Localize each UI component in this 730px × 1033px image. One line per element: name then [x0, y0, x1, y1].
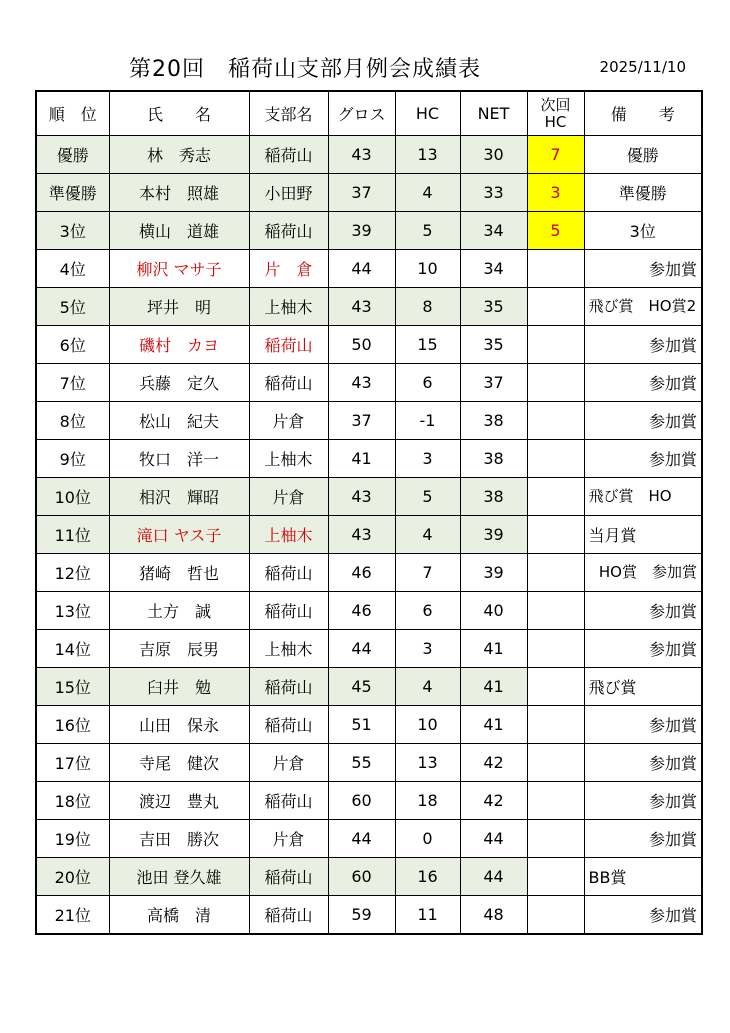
note-cell: 参加賞	[584, 440, 702, 478]
rank-cell: 6位	[36, 326, 109, 364]
name-cell: 相沢 輝昭	[109, 478, 249, 516]
branch-cell: 上柚木	[249, 516, 328, 554]
gross-cell: 46	[328, 554, 395, 592]
table-row	[36, 858, 702, 896]
header-rank: 順 位	[36, 91, 109, 136]
table-row	[36, 592, 702, 630]
hc-cell: 6	[395, 364, 460, 402]
branch-cell: 稲荷山	[249, 592, 328, 630]
name-cell: 磯村 カヨ	[109, 326, 249, 364]
next-hc-cell	[527, 858, 584, 896]
report-date: 2025/11/10	[599, 58, 686, 76]
branch-cell: 稲荷山	[249, 212, 328, 250]
hc-cell: 10	[395, 706, 460, 744]
note-cell: 参加賞	[584, 820, 702, 858]
hc-cell: 4	[395, 174, 460, 212]
net-cell: 48	[460, 896, 527, 935]
name-cell: 坪井 明	[109, 288, 249, 326]
gross-cell: 55	[328, 744, 395, 782]
name-cell: 土方 誠	[109, 592, 249, 630]
name-cell: 吉田 勝次	[109, 820, 249, 858]
net-cell: 41	[460, 630, 527, 668]
name-cell: 猪崎 哲也	[109, 554, 249, 592]
note-cell: 参加賞	[584, 782, 702, 820]
note-cell: 参加賞	[584, 364, 702, 402]
next-hc-cell	[527, 402, 584, 440]
next-hc-cell	[527, 896, 584, 935]
next-hc-cell	[527, 250, 584, 288]
name-cell: 林 秀志	[109, 136, 249, 174]
branch-cell: 稲荷山	[249, 668, 328, 706]
branch-cell: 片倉	[249, 820, 328, 858]
header-net: NET	[460, 91, 527, 136]
header-hc: HC	[395, 91, 460, 136]
note-cell: 優勝	[584, 136, 702, 174]
table-row	[36, 288, 702, 326]
gross-cell: 39	[328, 212, 395, 250]
next-hc-cell	[527, 592, 584, 630]
note-cell: 参加賞	[584, 250, 702, 288]
net-cell: 41	[460, 706, 527, 744]
gross-cell: 43	[328, 516, 395, 554]
header-row	[36, 91, 702, 136]
name-cell: 兵藤 定久	[109, 364, 249, 402]
branch-cell: 稲荷山	[249, 896, 328, 935]
net-cell: 38	[460, 478, 527, 516]
hc-cell: -1	[395, 402, 460, 440]
rank-cell: 17位	[36, 744, 109, 782]
hc-cell: 3	[395, 630, 460, 668]
branch-cell: 稲荷山	[249, 364, 328, 402]
name-cell: 牧口 洋一	[109, 440, 249, 478]
table-row	[36, 250, 702, 288]
rank-cell: 4位	[36, 250, 109, 288]
next-hc-cell	[527, 554, 584, 592]
header-gross: グロス	[328, 91, 395, 136]
next-hc-cell	[527, 706, 584, 744]
gross-cell: 46	[328, 592, 395, 630]
net-cell: 34	[460, 250, 527, 288]
hc-cell: 0	[395, 820, 460, 858]
hc-cell: 15	[395, 326, 460, 364]
table-row	[36, 668, 702, 706]
net-cell: 38	[460, 402, 527, 440]
rank-cell: 21位	[36, 896, 109, 935]
gross-cell: 43	[328, 478, 395, 516]
note-cell: HO賞 参加賞	[584, 554, 702, 592]
note-cell: 参加賞	[584, 326, 702, 364]
rank-cell: 13位	[36, 592, 109, 630]
note-cell: 当月賞	[584, 516, 702, 554]
gross-cell: 37	[328, 174, 395, 212]
gross-cell: 37	[328, 402, 395, 440]
note-cell: 参加賞	[584, 402, 702, 440]
gross-cell: 43	[328, 364, 395, 402]
note-cell: 飛び賞 HO賞2	[584, 288, 702, 326]
branch-cell: 上柚木	[249, 630, 328, 668]
rank-cell: 18位	[36, 782, 109, 820]
next-hc-cell	[527, 326, 584, 364]
branch-cell: 片倉	[249, 478, 328, 516]
name-cell: 池田 登久雄	[109, 858, 249, 896]
name-cell: 松山 紀夫	[109, 402, 249, 440]
table-row	[36, 706, 702, 744]
gross-cell: 44	[328, 250, 395, 288]
net-cell: 33	[460, 174, 527, 212]
next-hc-cell: 3	[527, 174, 584, 212]
gross-cell: 60	[328, 782, 395, 820]
hc-cell: 13	[395, 136, 460, 174]
hc-cell: 18	[395, 782, 460, 820]
branch-cell: 稲荷山	[249, 554, 328, 592]
table-row	[36, 516, 702, 554]
table-row	[36, 174, 702, 212]
header-branch: 支部名	[249, 91, 328, 136]
hc-cell: 4	[395, 668, 460, 706]
net-cell: 41	[460, 668, 527, 706]
branch-cell: 稲荷山	[249, 706, 328, 744]
branch-cell: 片倉	[249, 402, 328, 440]
hc-cell: 6	[395, 592, 460, 630]
net-cell: 35	[460, 326, 527, 364]
name-cell: 高橋 清	[109, 896, 249, 935]
net-cell: 39	[460, 554, 527, 592]
header-next-hc: 次回 HC	[527, 91, 584, 136]
next-hc-cell	[527, 630, 584, 668]
rank-cell: 準優勝	[36, 174, 109, 212]
branch-cell: 稲荷山	[249, 136, 328, 174]
note-cell: 準優勝	[584, 174, 702, 212]
rank-cell: 10位	[36, 478, 109, 516]
hc-cell: 3	[395, 440, 460, 478]
next-hc-cell	[527, 516, 584, 554]
hc-cell: 5	[395, 478, 460, 516]
hc-cell: 8	[395, 288, 460, 326]
name-cell: 横山 道雄	[109, 212, 249, 250]
rank-cell: 7位	[36, 364, 109, 402]
note-cell: 参加賞	[584, 706, 702, 744]
next-hc-cell	[527, 288, 584, 326]
hc-cell: 16	[395, 858, 460, 896]
branch-cell: 上柚木	[249, 440, 328, 478]
page-title: 第20回 稲荷山支部月例会成績表	[129, 57, 481, 82]
note-cell: 参加賞	[584, 630, 702, 668]
name-cell: 本村 照雄	[109, 174, 249, 212]
rank-cell: 3位	[36, 212, 109, 250]
branch-cell: 稲荷山	[249, 858, 328, 896]
hc-cell: 4	[395, 516, 460, 554]
branch-cell: 上柚木	[249, 288, 328, 326]
results-table	[35, 90, 703, 935]
branch-cell: 片倉	[249, 744, 328, 782]
branch-cell: 片 倉	[249, 250, 328, 288]
hc-cell: 11	[395, 896, 460, 935]
rank-cell: 15位	[36, 668, 109, 706]
table-row	[36, 402, 702, 440]
table-row	[36, 630, 702, 668]
hc-cell: 13	[395, 744, 460, 782]
next-hc-cell	[527, 820, 584, 858]
next-hc-cell	[527, 364, 584, 402]
gross-cell: 44	[328, 820, 395, 858]
name-cell: 吉原 辰男	[109, 630, 249, 668]
gross-cell: 43	[328, 136, 395, 174]
gross-cell: 59	[328, 896, 395, 935]
hc-cell: 5	[395, 212, 460, 250]
table-row	[36, 896, 702, 935]
note-cell: 参加賞	[584, 592, 702, 630]
note-cell: 参加賞	[584, 896, 702, 935]
note-cell: 3位	[584, 212, 702, 250]
table-row	[36, 782, 702, 820]
table-row	[36, 326, 702, 364]
note-cell: 飛び賞	[584, 668, 702, 706]
name-cell: 山田 保永	[109, 706, 249, 744]
table-row	[36, 744, 702, 782]
branch-cell: 稲荷山	[249, 326, 328, 364]
net-cell: 30	[460, 136, 527, 174]
gross-cell: 41	[328, 440, 395, 478]
gross-cell: 50	[328, 326, 395, 364]
net-cell: 42	[460, 744, 527, 782]
net-cell: 44	[460, 858, 527, 896]
table-row	[36, 554, 702, 592]
rank-cell: 優勝	[36, 136, 109, 174]
name-cell: 渡辺 豊丸	[109, 782, 249, 820]
rank-cell: 9位	[36, 440, 109, 478]
table-row	[36, 212, 702, 250]
net-cell: 40	[460, 592, 527, 630]
net-cell: 35	[460, 288, 527, 326]
table-row	[36, 440, 702, 478]
next-hc-cell: 7	[527, 136, 584, 174]
header-notes: 備 考	[584, 91, 702, 136]
gross-cell: 43	[328, 288, 395, 326]
next-hc-cell	[527, 782, 584, 820]
rank-cell: 16位	[36, 706, 109, 744]
hc-cell: 7	[395, 554, 460, 592]
net-cell: 37	[460, 364, 527, 402]
rank-cell: 12位	[36, 554, 109, 592]
name-cell: 寺尾 健次	[109, 744, 249, 782]
table-row	[36, 820, 702, 858]
next-hc-cell	[527, 440, 584, 478]
branch-cell: 稲荷山	[249, 782, 328, 820]
note-cell: 飛び賞 HO	[584, 478, 702, 516]
table-row	[36, 136, 702, 174]
rank-cell: 14位	[36, 630, 109, 668]
gross-cell: 60	[328, 858, 395, 896]
table-row	[36, 364, 702, 402]
note-cell: 参加賞	[584, 744, 702, 782]
net-cell: 39	[460, 516, 527, 554]
net-cell: 34	[460, 212, 527, 250]
gross-cell: 51	[328, 706, 395, 744]
gross-cell: 44	[328, 630, 395, 668]
next-hc-cell: 5	[527, 212, 584, 250]
header-name: 氏 名	[109, 91, 249, 136]
next-hc-cell	[527, 478, 584, 516]
name-cell: 柳沢 マサ子	[109, 250, 249, 288]
rank-cell: 5位	[36, 288, 109, 326]
net-cell: 38	[460, 440, 527, 478]
branch-cell: 小田野	[249, 174, 328, 212]
hc-cell: 10	[395, 250, 460, 288]
next-hc-cell	[527, 744, 584, 782]
rank-cell: 19位	[36, 820, 109, 858]
net-cell: 42	[460, 782, 527, 820]
table-row	[36, 478, 702, 516]
next-hc-cell	[527, 668, 584, 706]
net-cell: 44	[460, 820, 527, 858]
rank-cell: 8位	[36, 402, 109, 440]
name-cell: 滝口 ヤス子	[109, 516, 249, 554]
name-cell: 臼井 勉	[109, 668, 249, 706]
note-cell: BB賞	[584, 858, 702, 896]
rank-cell: 20位	[36, 858, 109, 896]
rank-cell: 11位	[36, 516, 109, 554]
gross-cell: 45	[328, 668, 395, 706]
